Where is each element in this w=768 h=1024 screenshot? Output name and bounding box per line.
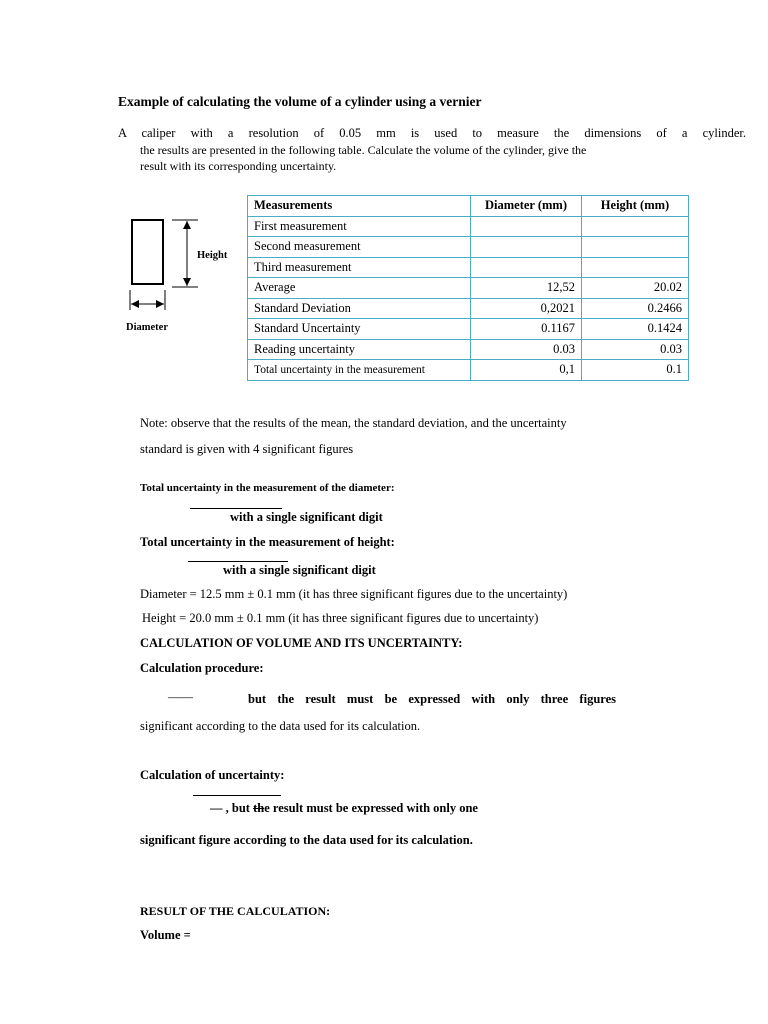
row-diameter <box>471 257 582 278</box>
row-diameter: 12,52 <box>471 278 582 299</box>
procedure-fraction-dash: —— <box>168 690 193 704</box>
row-label: Standard Deviation <box>248 298 471 319</box>
row-diameter <box>471 237 582 258</box>
procedure-line-2: significant according to the data used for its calculation. <box>140 719 421 733</box>
strikethrough-text: th <box>253 801 265 815</box>
table-header-row <box>248 196 689 217</box>
row-height <box>582 216 689 237</box>
row-height: 0.1424 <box>582 319 689 340</box>
table-row <box>248 278 689 299</box>
uncertainty-dash: — , <box>210 801 229 815</box>
row-diameter: 0.03 <box>471 339 582 360</box>
note-line-2: standard is given with 4 significant figures <box>140 442 354 456</box>
row-height: 20.02 <box>582 278 689 299</box>
row-height: 0.1 <box>582 360 689 381</box>
table-row <box>248 339 689 360</box>
row-height: 0.2466 <box>582 298 689 319</box>
calculation-heading: CALCULATION OF VOLUME AND ITS UNCERTAINTY: <box>140 636 463 650</box>
row-height <box>582 237 689 258</box>
height-label: Height <box>197 250 228 261</box>
formula-rule <box>188 561 288 562</box>
procedure-heading: Calculation procedure: <box>140 661 264 675</box>
row-diameter: 0,1 <box>471 360 582 381</box>
diameter-digit-text: with a single significant digit <box>230 510 383 524</box>
row-diameter: 0,2021 <box>471 298 582 319</box>
height-result: Height = 20.0 mm ± 0.1 mm (it has three significant figures due to uncertainty) <box>142 611 539 625</box>
diameter-uncertainty-heading: Total uncertainty in the measurement of the diameter: <box>140 482 395 494</box>
row-label: Standard Uncertainty <box>248 319 471 340</box>
row-label: Average <box>248 278 471 299</box>
intro-line-2: the results are presented in the following table. Calculate the volume of the cylinder, give the <box>140 143 587 157</box>
row-height <box>582 257 689 278</box>
uncertainty-line-1-rest: e result must be expressed with only one <box>264 801 478 815</box>
row-label: Total uncertainty in the measurement <box>248 360 471 381</box>
uncertainty-heading: Calculation of uncertainty: <box>140 768 285 782</box>
table-row <box>248 319 689 340</box>
dimension-lines <box>120 212 210 312</box>
uncertainty-but: but <box>231 801 250 815</box>
intro-line-3: result with its corresponding uncertainty. <box>140 159 337 173</box>
formula-rule <box>190 508 282 509</box>
header-measurements: Measurements <box>248 196 471 217</box>
table-row <box>248 360 689 381</box>
uncertainty-line-2: significant figure according to the data used for its calculation. <box>140 833 473 847</box>
table-row <box>248 298 689 319</box>
height-digit-text: with a single significant digit <box>223 563 376 577</box>
diameter-label: Diameter <box>126 322 168 333</box>
result-heading: RESULT OF THE CALCULATION: <box>140 904 331 918</box>
procedure-line-1: but the result must be expressed with only three figures <box>248 692 616 706</box>
header-diameter: Diameter (mm) <box>471 196 582 217</box>
table-row <box>248 216 689 237</box>
header-height: Height (mm) <box>582 196 689 217</box>
intro-line-1: A caliper with a resolution of 0.05 mm is used to measure the dimensions of a cylinder. <box>118 126 746 140</box>
row-label: Second measurement <box>248 237 471 258</box>
table-row <box>248 237 689 258</box>
uncertainty-line-1 <box>210 801 478 816</box>
measurement-table <box>247 195 689 381</box>
row-height: 0.03 <box>582 339 689 360</box>
row-diameter: 0.1167 <box>471 319 582 340</box>
diameter-result: Diameter = 12.5 mm ± 0.1 mm (it has three significant figures due to the uncertainty) <box>140 587 568 601</box>
page-title: Example of calculating the volume of a cylinder using a vernier <box>118 94 482 109</box>
volume-label: Volume = <box>140 928 191 942</box>
row-label: First measurement <box>248 216 471 237</box>
formula-rule <box>193 795 281 796</box>
table-row <box>248 257 689 278</box>
row-diameter <box>471 216 582 237</box>
row-label: Third measurement <box>248 257 471 278</box>
row-label: Reading uncertainty <box>248 339 471 360</box>
note-line-1: Note: observe that the results of the mean, the standard deviation, and the uncertainty <box>140 416 567 430</box>
height-uncertainty-heading: Total uncertainty in the measurement of height: <box>140 535 395 549</box>
